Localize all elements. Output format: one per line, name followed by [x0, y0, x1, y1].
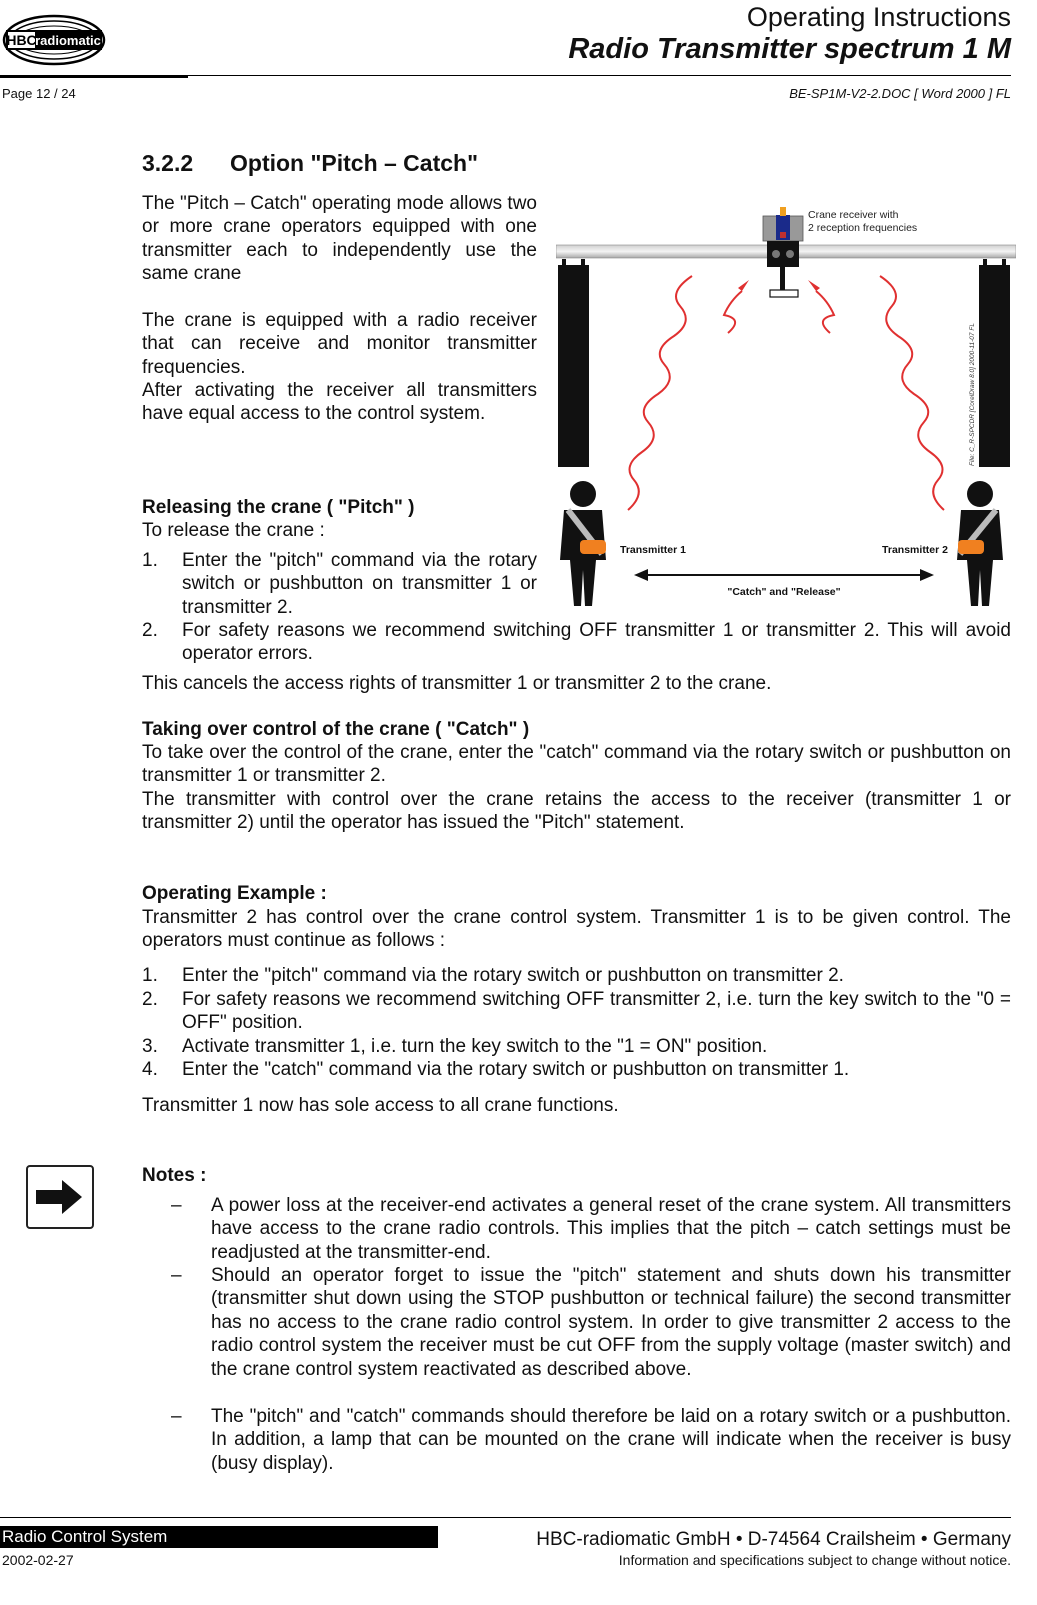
crane-pillar-left — [558, 265, 589, 467]
footer-disclaimer: Information and specifications subject to change without notice. — [618, 1552, 1011, 1568]
list-number: 1. — [142, 550, 158, 571]
list-number: 2. — [142, 989, 158, 1010]
list-text: Activate transmitter 1, i.e. turn the key switch to the "1 = ON" position. — [182, 1036, 768, 1057]
taking-heading: Taking over control of the crane ( "Catch" ) — [142, 719, 530, 740]
list-number: 4. — [142, 1059, 158, 1080]
catch-release-arrow — [634, 569, 934, 581]
operator-left-icon — [560, 481, 606, 606]
list-dash: – — [171, 1265, 182, 1286]
footer-date: 2002-02-27 — [2, 1552, 74, 1568]
crane-diagram — [556, 198, 1016, 608]
catch-release-label: "Catch" and "Release" — [727, 586, 841, 598]
taking-paragraph-2: The transmitter with control over the crane retains the access to the receiver (transmitter 1 or transmitter 2) until the operator has issued the "Pitch" statement. — [142, 789, 1011, 834]
file-note: File: C_R-SPCDR [CorelDraw 8.0] 2000-11-07 FL — [969, 323, 976, 466]
list-text: Enter the "pitch" command via the rotary switch or pushbutton on transmitter 1 or transmitter 2. — [182, 550, 537, 618]
footer-system-bar: Radio Control System — [0, 1526, 438, 1548]
note-item-2 — [171, 1264, 1011, 1381]
radio-wave-right — [880, 276, 944, 510]
notes-heading: Notes : — [142, 1165, 207, 1186]
list-text: Should an operator forget to issue the "pitch" statement and shuts down his transmitter (transmitter shut down using the STOP pushbutton or technical failure) the second transmitter has no access to the crane radio control system. In order to give transmitter 2 access to the radio control system the receiver must be cut OFF from the supply voltage (master switch) and the crane control system reactivated as described above. — [211, 1265, 1011, 1380]
example-heading: Operating Example : — [142, 883, 327, 904]
list-text: Enter the "catch" command via the rotary switch or pushbutton on transmitter 1. — [182, 1059, 850, 1080]
example-step-3 — [142, 1035, 1011, 1058]
list-dash: – — [171, 1195, 182, 1216]
svg-text:radiomatic: radiomatic — [35, 33, 101, 48]
operator-right-icon — [957, 481, 1003, 606]
radio-wave-left — [628, 276, 692, 510]
access-paragraph: After activating the receiver all transmitters have equal access to the control system. — [142, 380, 537, 425]
list-text: For safety reasons we recommend switching OFF transmitter 1 or transmitter 2. This will avoid operator errors. — [182, 620, 1011, 665]
taking-paragraph-1: To take over the control of the crane, enter the "catch" command via the rotary switch or pushbutton on transmitter 1 or transmitter 2. — [142, 742, 1011, 787]
footer-company: HBC-radiomatic GmbH • D-74564 Crailsheim • Germany — [536, 1529, 1011, 1550]
receiver-label-line2: 2 reception frequencies — [808, 222, 918, 234]
example-lead: Transmitter 2 has control over the crane control system. Transmitter 1 is to be given control. The operators must continue as follows : — [142, 907, 1011, 952]
header-rule-accent — [0, 75, 188, 78]
svg-text:HBC: HBC — [6, 32, 37, 48]
releasing-lead: To release the crane : — [142, 520, 325, 541]
releasing-heading: Releasing the crane ( "Pitch" ) — [142, 497, 415, 518]
example-result: Transmitter 1 now has sole access to all crane functions. — [142, 1095, 619, 1116]
header-title: Operating Instructions — [746, 2, 1011, 32]
crane-pillar-right — [979, 265, 1010, 467]
list-dash: – — [171, 1406, 182, 1427]
footer-rule — [0, 1517, 1011, 1518]
section-heading — [142, 150, 478, 177]
note-item-1 — [171, 1194, 1011, 1264]
page-number: Page 12 / 24 — [2, 86, 76, 101]
note-item-3 — [171, 1405, 1011, 1475]
section-number: 3.2.2 — [142, 150, 194, 176]
releasing-step-2 — [142, 619, 1011, 666]
receiver-label-line1: Crane receiver with — [808, 209, 899, 221]
arrow-right-icon — [26, 1165, 94, 1229]
transmitter2-label: Transmitter 2 — [882, 544, 948, 556]
example-step-4 — [142, 1058, 1011, 1081]
example-step-1 — [142, 964, 1011, 987]
list-number: 3. — [142, 1036, 158, 1057]
document-id: BE-SP1M-V2-2.DOC [ Word 2000 ] FL — [789, 86, 1011, 101]
section-title: Option "Pitch – Catch" — [230, 150, 478, 176]
crane-receiver-icon — [763, 207, 803, 297]
receiver-paragraph: The crane is equipped with a radio receiver that can receive and monitor transmitter frequencies. — [142, 310, 537, 378]
hbc-logo — [2, 14, 106, 66]
list-text: For safety reasons we recommend switching OFF transmitter 2, i.e. turn the key switch to the "0 = OFF" position. — [182, 989, 1011, 1034]
intro-paragraph: The "Pitch – Catch" operating mode allows two or more crane operators equipped with one transmitter each to independently use the same crane — [142, 193, 537, 285]
example-step-2 — [142, 988, 1011, 1035]
releasing-step-1 — [142, 549, 537, 619]
list-text: Enter the "pitch" command via the rotary switch or pushbutton on transmitter 2. — [182, 965, 844, 986]
releasing-result: This cancels the access rights of transmitter 1 or transmitter 2 to the crane. — [142, 673, 772, 694]
list-number: 1. — [142, 965, 158, 986]
header-subtitle: Radio Transmitter spectrum 1 M — [568, 33, 1011, 65]
transmitter1-label: Transmitter 1 — [620, 544, 686, 556]
list-text: The "pitch" and "catch" commands should therefore be laid on a rotary switch or a pushbutton. In addition, a lamp that can be mounted on the crane will indicate when the receiver is busy (busy display). — [211, 1406, 1011, 1474]
list-number: 2. — [142, 620, 158, 641]
list-text: A power loss at the receiver-end activates a general reset of the crane system. All transmitters have access to the crane radio controls. This implies that the pitch – catch settings must be readjusted at the transmitter-end. — [211, 1195, 1011, 1263]
